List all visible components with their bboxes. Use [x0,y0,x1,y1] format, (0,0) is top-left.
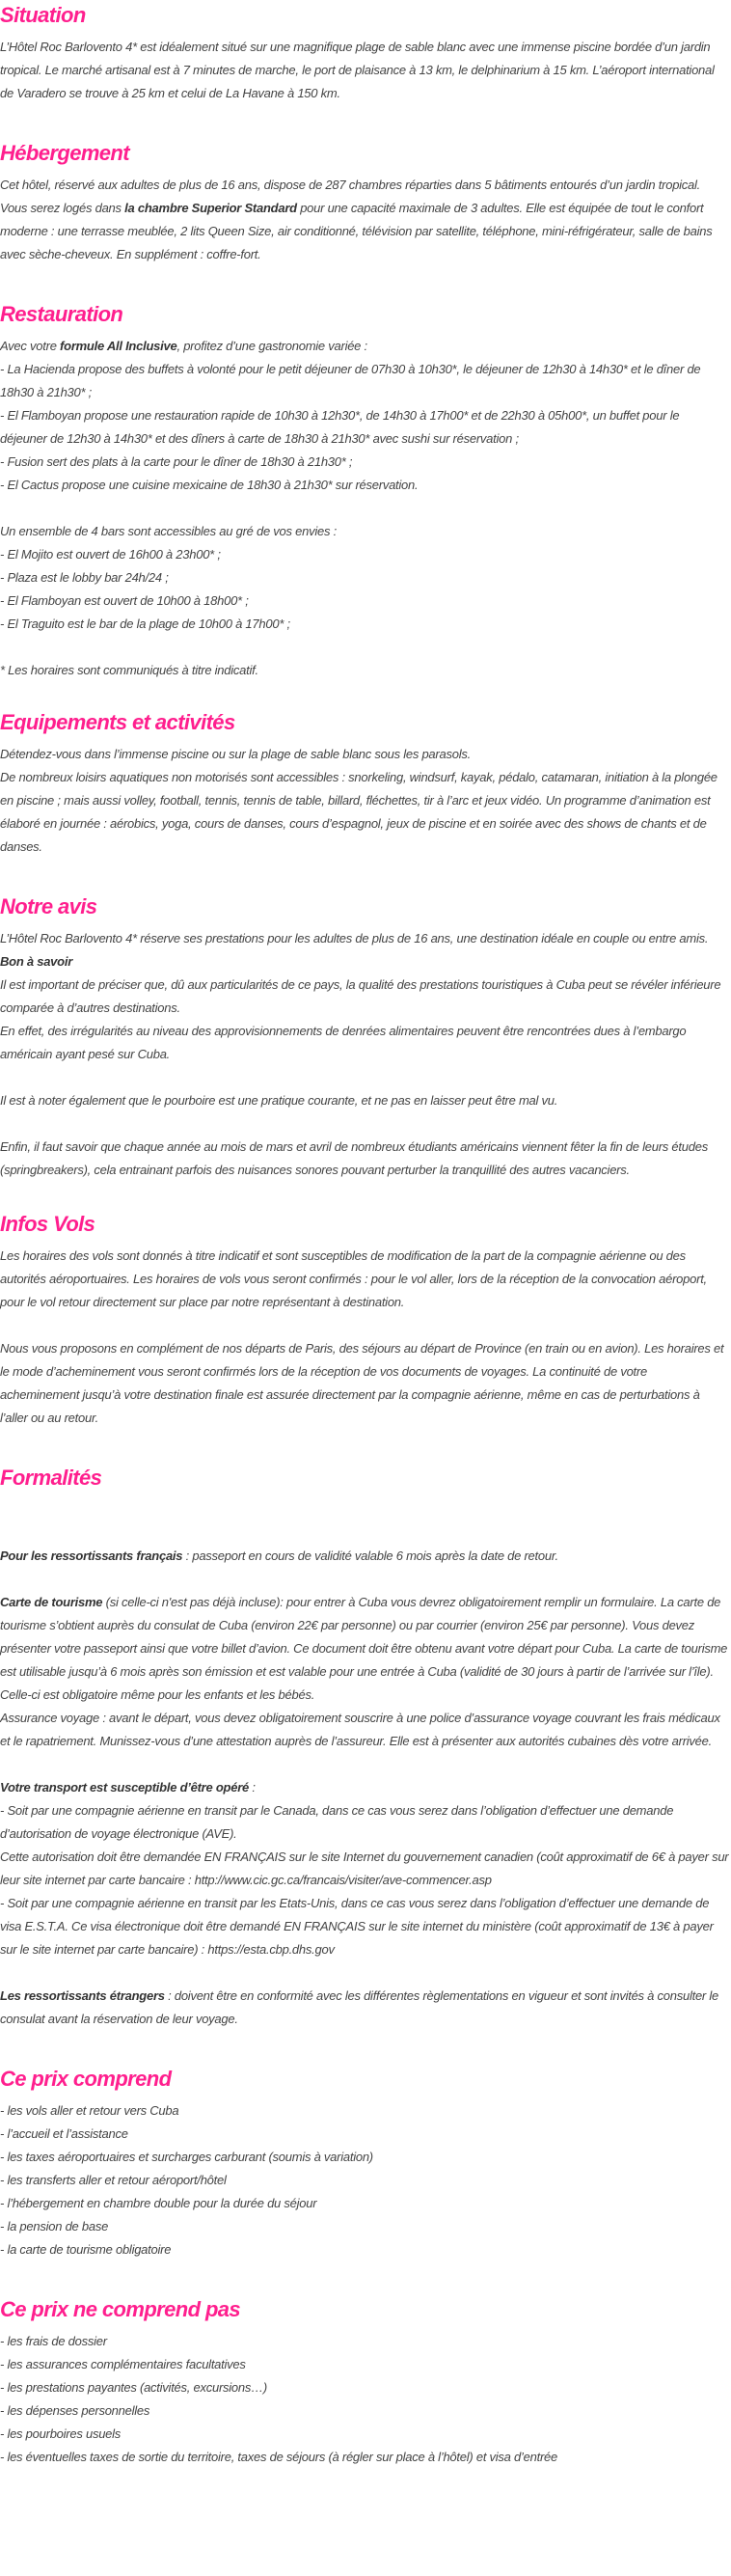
section-title: Ce prix ne comprend pas [0,2297,241,2321]
included-list [0,2099,729,2261]
restauration-intro: Avec votre formule All Inclusive, profitez d’une gastronomie variée : [0,339,367,353]
section-restauration [0,299,729,682]
section-equipements [0,707,729,859]
section-prix-ne-comprend-pas [0,2294,729,2469]
hebergement-room: Vous serez logés dans la chambre Superior Standard pour une capacité maximale de 3 adultes. Elle est équipée de tout le confort moderne : une terrasse meublée, 2 lits Queen Size, air conditionné, télévision par satellite, téléphone, mini-réfrigérateur, salle de bains avec sèche-cheveux. En supplément : coffre-fort. [0,201,713,261]
formalites-canada-detail: Cette autorisation doit être demandée EN FRANÇAIS sur le site Internet du gouvernement canadien (coût approximatif de 6€ à payer sur leur site internet par carte bancaire : http://www.cic.gc.ca/francais/visiter/ave-commencer.asp [0,1850,729,1887]
formalites-francais: Pour les ressortissants français : passeport en cours de validité valable 6 mois après la date de retour. [0,1548,558,1563]
section-title: Hébergement [0,141,129,165]
list-item: - les assurances complémentaires facultatives [0,2357,246,2371]
section-formalites [0,1463,729,2031]
list-item: - les frais de dossier [0,2334,107,2348]
equipements-text-2: De nombreux loisirs aquatiques non motorisés sont accessibles : snorkeling, windsurf, kayak, pédalo, catamaran, initiation à la plongée en piscine ; mais aussi volley, football, tennis, tennis de table, billard, fléchettes, tir à l’arc et jeux vidéo. Un programme d’animation est élaboré en journée : aérobics, yoga, cours de danses, cours d’espagnol, jeux de piscine et en soirée avec des shows de chants et de danses. [0,770,717,854]
section-title: Ce prix comprend [0,2067,172,2091]
list-item: - les vols aller et retour vers Cuba [0,2103,179,2118]
vols-text-2: Nous vous proposons en complément de nos départs de Paris, des séjours au départ de Province (en train ou en avion). Les horaires et le mode d’acheminement vous seront confirmés lors de la réception de vos documents de voyages. La continuité de votre acheminement jusqu’à votre destination finale est assurée directement par la compagnie aérienne, même en cas de perturbations à l’aller ou au retour. [0,1341,724,1425]
section-title: Equipements et activités [0,710,235,734]
restaurant-item: - Fusion sert des plats à la carte pour le dîner de 18h30 à 21h30* ; [0,454,353,469]
bar-item: - El Flamboyan est ouvert de 10h00 à 18h00* ; [0,593,249,608]
section-title: Restauration [0,302,123,326]
bar-item: - El Mojito est ouvert de 16h00 à 23h00* ; [0,547,221,562]
list-item: - la pension de base [0,2219,109,2233]
bar-item: - El Traguito est le bar de la plage de 10h00 à 17h00* ; [0,617,290,631]
list-item: - l’hébergement en chambre double pour la durée du séjour [0,2196,317,2210]
restaurant-item: - El Cactus propose une cuisine mexicaine de 18h30 à 21h30* sur réservation. [0,478,419,492]
schedule-note: * Les horaires sont communiqués à titre indicatif. [0,663,258,677]
room-type: la chambre Superior Standard [124,201,297,215]
vols-text-1: Les horaires des vols sont donnés à titre indicatif et sont susceptibles de modification de la part de la compagnie aérienne ou des autorités aéroportuaires. Les horaires de vols vous seront confirmés : pour le vol aller, lors de la réception de la convocation aéroport, pour le vol retour directement sur place par notre représentant à destination. [0,1248,707,1309]
formula-name: formule All Inclusive [60,339,177,353]
hebergement-intro: Cet hôtel, réservé aux adultes de plus de 16 ans, dispose de 287 chambres réparties dans 5 bâtiments entourés d’un jardin tropical. [0,178,701,192]
good-to-know: Bon à savoir [0,954,73,969]
avis-text-4: Il est à noter également que le pourboire est une pratique courante, et ne pas en laisser peut être mal vu. [0,1093,558,1108]
list-item: - les transferts aller et retour aéroport/hôtel [0,2173,227,2187]
section-title: Situation [0,3,86,27]
excluded-list [0,2330,729,2469]
section-prix-comprend [0,2064,729,2261]
formalites-canada: - Soit par une compagnie aérienne en transit par le Canada, dans ce cas vous serez dans l’obligation d’effectuer une demande d’autorisation de voyage électronique (AVE). [0,1803,674,1841]
avis-text-3: En effet, des irrégularités au niveau des approvisionnements de denrées alimentaires peuvent être rencontrées dues à l’embargo américain ayant pesé sur Cuba. [0,1024,687,1061]
section-title: Infos Vols [0,1212,95,1236]
section-situation [0,0,729,105]
list-item: - les éventuelles taxes de sortie du territoire, taxes de séjours (à régler sur place à l’hôtel) et visa d’entrée [0,2450,557,2464]
formalites-assurance: Assurance voyage : avant le départ, vous devez obligatoirement souscrire à une police d’assurance voyage couvrant les frais médicaux et le rapatriement. Munissez-vous d’une attestation auprès de l’assureur. Elle est à présenter aux autorités cubaines dès votre arrivée. [0,1711,720,1748]
formalites-transport: Votre transport est susceptible d’être opéré : [0,1780,256,1795]
list-item: - les dépenses personnelles [0,2403,150,2418]
list-item: - l’accueil et l’assistance [0,2126,128,2141]
avis-text-1: L’Hôtel Roc Barlovento 4* réserve ses prestations pour les adultes de plus de 16 ans, une destination idéale en couple ou entre amis. Bon à savoir [0,931,709,969]
section-avis [0,891,729,1182]
list-item: - les pourboires usuels [0,2426,122,2441]
avis-text-2: Il est important de préciser que, dû aux particularités de ce pays, la qualité des prestations touristiques à Cuba peut se révéler inférieure comparée à d’autres destinations. [0,977,721,1015]
formalites-usa: - Soit par une compagnie aérienne en transit par les Etats-Unis, dans ce cas vous serez dans l’obligation d’effectuer une demande de visa E.S.T.A. Ce visa électronique doit être demandé EN FRANÇAIS sur le site internet du ministère (coût approximatif de 13€ à payer sur le site internet par carte bancaire) : https://esta.cbp.dhs.gov [0,1896,714,1957]
avis-text-5: Enfin, il faut savoir que chaque année au mois de mars et avril de nombreux étudiants américains viennent fêter la fin de leurs études (springbreakers), cela entrainant parfois des nuisances sonores pouvant perturber la tranquillité des autres vacanciers. [0,1139,708,1177]
formalites-etrangers: Les ressortissants étrangers : doivent être en conformité avec les différentes règlementations en vigueur et sont invités à consulter le consulat avant la réservation de leur voyage. [0,1988,718,2026]
section-hebergement [0,138,729,266]
section-infos-vols [0,1209,729,1430]
list-item: - les prestations payantes (activités, excursions…) [0,2380,267,2395]
section-title: Formalités [0,1466,102,1490]
list-item: - les taxes aéroportuaires et surcharges carburant (soumis à variation) [0,2150,373,2164]
formalites-carte-tourisme: Carte de tourisme (si celle-ci n'est pas déjà incluse): pour entrer à Cuba vous devrez obligatoirement remplir un formulaire. La carte de tourisme s’obtient auprès du consulat de Cuba (environ 22€ par personne) ou par courrier (environ 25€ par personne). Vous devez présenter votre passeport ainsi que votre billet d’avion. Ce document doit être obtenu avant votre départ pour Cuba. La carte de tourisme est utilisable jusqu’à 6 mois après son émission et est valable pour une entrée à Cuba (validité de 30 jours à partir de l’arrivée sur l’île). Celle-ci est obligatoire même pour les enfants et les bébés. [0,1595,728,1702]
section-title: Notre avis [0,894,97,918]
bar-item: - Plaza est le lobby bar 24h/24 ; [0,570,169,585]
restaurant-item: - La Hacienda propose des buffets à volonté pour le petit déjeuner de 07h30 à 10h30*, le déjeuner de 12h30 à 14h30* et le dîner de 18h30 à 21h30* ; [0,362,701,399]
equipements-text-1: Détendez-vous dans l’immense piscine ou sur la plage de sable blanc sous les parasols. [0,747,471,761]
list-item: - la carte de tourisme obligatoire [0,2242,172,2257]
restaurant-item: - El Flamboyan propose une restauration rapide de 10h30 à 12h30*, de 14h30 à 17h00* et de 22h30 à 05h00*, un buffet pour le déjeuner de 12h30 à 14h30* et des dîners à carte de 18h30 à 21h30* avec sushi sur réservation ; [0,408,680,446]
situation-text: L’Hôtel Roc Barlovento 4* est idéalement situé sur une magnifique plage de sable blanc avec une immense piscine bordée d’un jardin tropical. Le marché artisanal est à 7 minutes de marche, le port de plaisance à 13 km, le delphinarium à 15 km. L’aéroport international de Varadero se trouve à 25 km et celui de La Havane à 150 km. [0,40,715,100]
bars-intro: Un ensemble de 4 bars sont accessibles au gré de vos envies : [0,524,337,538]
